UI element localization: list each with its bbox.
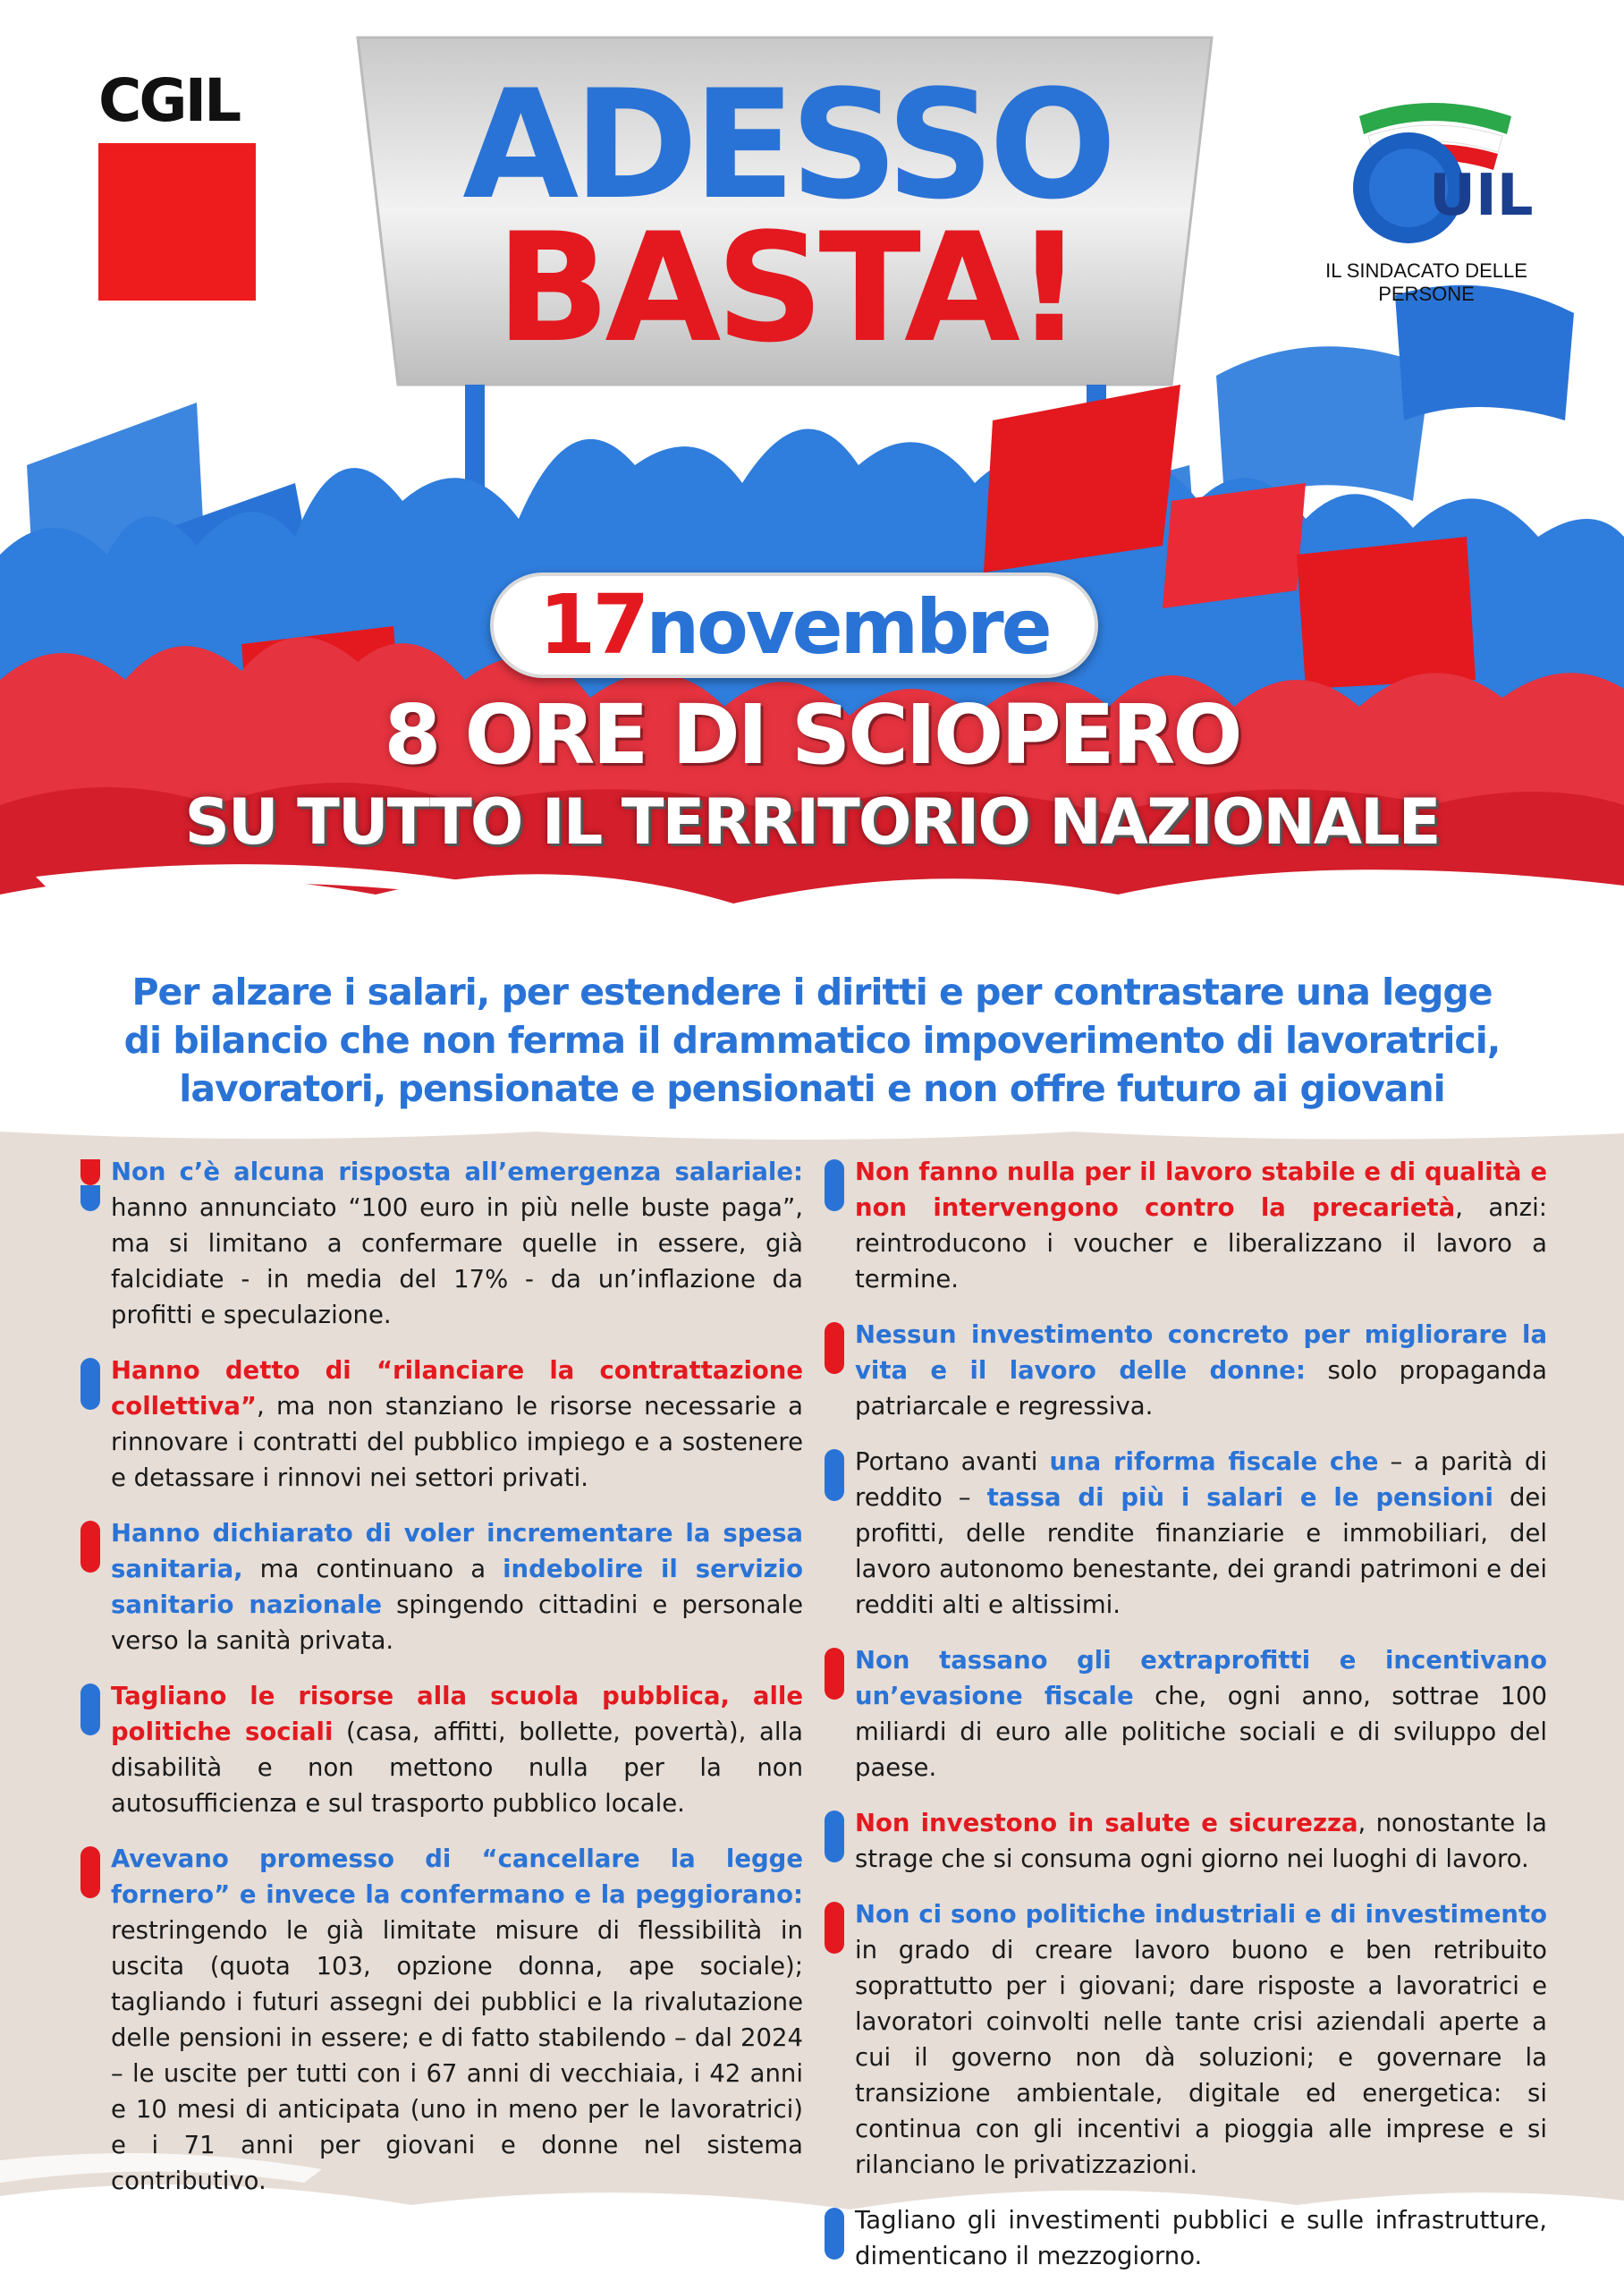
date-day: 17: [538, 577, 647, 673]
bullet-marker: [825, 1811, 844, 1862]
uil-logo-mark: [1324, 81, 1538, 250]
paragraph-riforma-fiscale: Portano avanti una riforma fiscale che – a parità di reddito – tassa di più i salari e le pensioni dei profitti, delle rendite finanziarie e immobiliari, del lavoro autonomo benestante, dei grandi patrimoni e dei redditi alti e altissimi.: [825, 1444, 1547, 1623]
uil-logo-text: UIL: [1429, 163, 1534, 229]
paragraph-donne: Nessun investimento concreto per migliorare la vita e il lavoro delle donne: solo propaganda patriarcale e regressiva.: [825, 1317, 1547, 1424]
subtitle: [80, 968, 1544, 1113]
title-line-1: ADESSO: [462, 57, 1112, 233]
bullet-marker: [80, 1846, 100, 1898]
bullet-marker: [80, 1159, 100, 1211]
cgil-logo-text: CGIL: [98, 66, 240, 135]
bullet-marker: [80, 1521, 100, 1573]
paragraph-contrattazione: Hanno detto di “rilanciare la contrattazione collettiva”, ma non stanziano le risorse necessarie a rinnovare i contratti del pubblico impiego e a sostenere e detassare i rinnovi nei settori privati.: [80, 1353, 803, 1496]
bullet-marker: [80, 1358, 100, 1410]
title-line-2: BASTA!: [495, 200, 1078, 376]
subtitle-line: Per alzare i salari, per estendere i diritti e per contrastare una legge: [131, 971, 1493, 1014]
uil-tagline: IL SINDACATO DELLE PERSONE: [1325, 259, 1527, 305]
cgil-logo: [98, 66, 259, 301]
bullet-marker: [80, 1684, 100, 1735]
cgil-logo-square: [98, 143, 256, 301]
right-column: [825, 1154, 1547, 2290]
paragraph-fornero: Avevano promesso di “cancellare la legge fornero” e invece la confermano e la peggiorano: restringendo le già limitate misure di flessibilità in uscita (quota 103, opzione donna, ape sociale); tagliando i futuri assegni dei pubblici e la rivalutazione delle pensioni in essere; e di fatto stabilendo – dal 2024 – le uscite per tutti con i 67 anni di vecchiaia, i 42 anni e 10 mesi di anticipata (uno in meno per le lavoratrici) e i 71 anni per giovani e donne nel sistema contributivo.: [80, 1841, 803, 2199]
paragraph-scuola: Tagliano le risorse alla scuola pubblica, alle politiche sociali (casa, affitti, bollette, povertà), alla disabilità e non mettono nulla per la non autosufficienza e sul trasporto pubblico locale.: [80, 1678, 803, 1821]
paragraph-salari: Non c’è alcuna risposta all’emergenza salariale: hanno annunciato “100 euro in più nelle buste paga”, ma si limitano a confermare quelle in essere, già falcidiate - in media del 17% - da un’inflazione da profitti e speculazione.: [80, 1154, 803, 1333]
bullet-marker: [825, 1159, 844, 1211]
paragraph-sicurezza: Non investono in salute e sicurezza, nonostante la strage che si consuma ogni giorno nei luoghi di lavoro.: [825, 1805, 1547, 1877]
paragraph-infrastrutture: Tagliano gli investimenti pubblici e sulle infrastrutture, dimenticano il mezzogiorno.: [825, 2202, 1547, 2274]
date-month: novembre: [646, 583, 1050, 671]
date-badge: [490, 572, 1098, 678]
subtitle-line: lavoratori, pensionate e pensionati e non offre futuro ai giovani: [179, 1067, 1445, 1110]
bullet-marker: [825, 2208, 844, 2260]
bullet-marker: [825, 1902, 844, 1954]
strike-subheadline: SU TUTTO IL TERRITORIO NAZIONALE: [184, 785, 1440, 859]
paragraph-precarieta: Non fanno nulla per il lavoro stabile e di qualità e non intervengono contro la precarietà, anzi: reintroducono i voucher e liberalizzano il lavoro a termine.: [825, 1154, 1547, 1297]
paragraph-extraprofitti: Non tassano gli extraprofitti e incentivano un’evasione fiscale che, ogni anno, sottrae 100 miliardi di euro alle politiche sociali e di sviluppo del paese.: [825, 1642, 1547, 1785]
left-column: [80, 1154, 803, 2218]
hero-banner: [0, 0, 1624, 975]
subtitle-line: di bilancio che non ferma il drammatico impoverimento di lavoratrici,: [123, 1019, 1501, 1062]
bullet-marker: [825, 1648, 844, 1700]
bullet-marker: [825, 1322, 844, 1374]
paragraph-politiche-industriali: Non ci sono politiche industriali e di investimento in grado di creare lavoro buono e ben retribuito soprattutto per i giovani; dare risposte a lavoratrici e lavoratori coinvolti nelle tante crisi aziendali aperte a cui il governo non dà soluzioni; e governare la transizione ambientale, digitale ed energetica: si continua con gli incentivi a pioggia alle imprese e si rilanciano le privatizzazioni.: [825, 1896, 1547, 2183]
paragraph-sanita: Hanno dichiarato di voler incrementare la spesa sanitaria, ma continuano a indebolire il servizio sanitario nazionale spingendo cittadini e personale verso la sanità privata.: [80, 1515, 803, 1658]
strike-headline: 8 ORE DI SCIOPERO: [384, 687, 1240, 783]
bullet-marker: [825, 1449, 844, 1501]
